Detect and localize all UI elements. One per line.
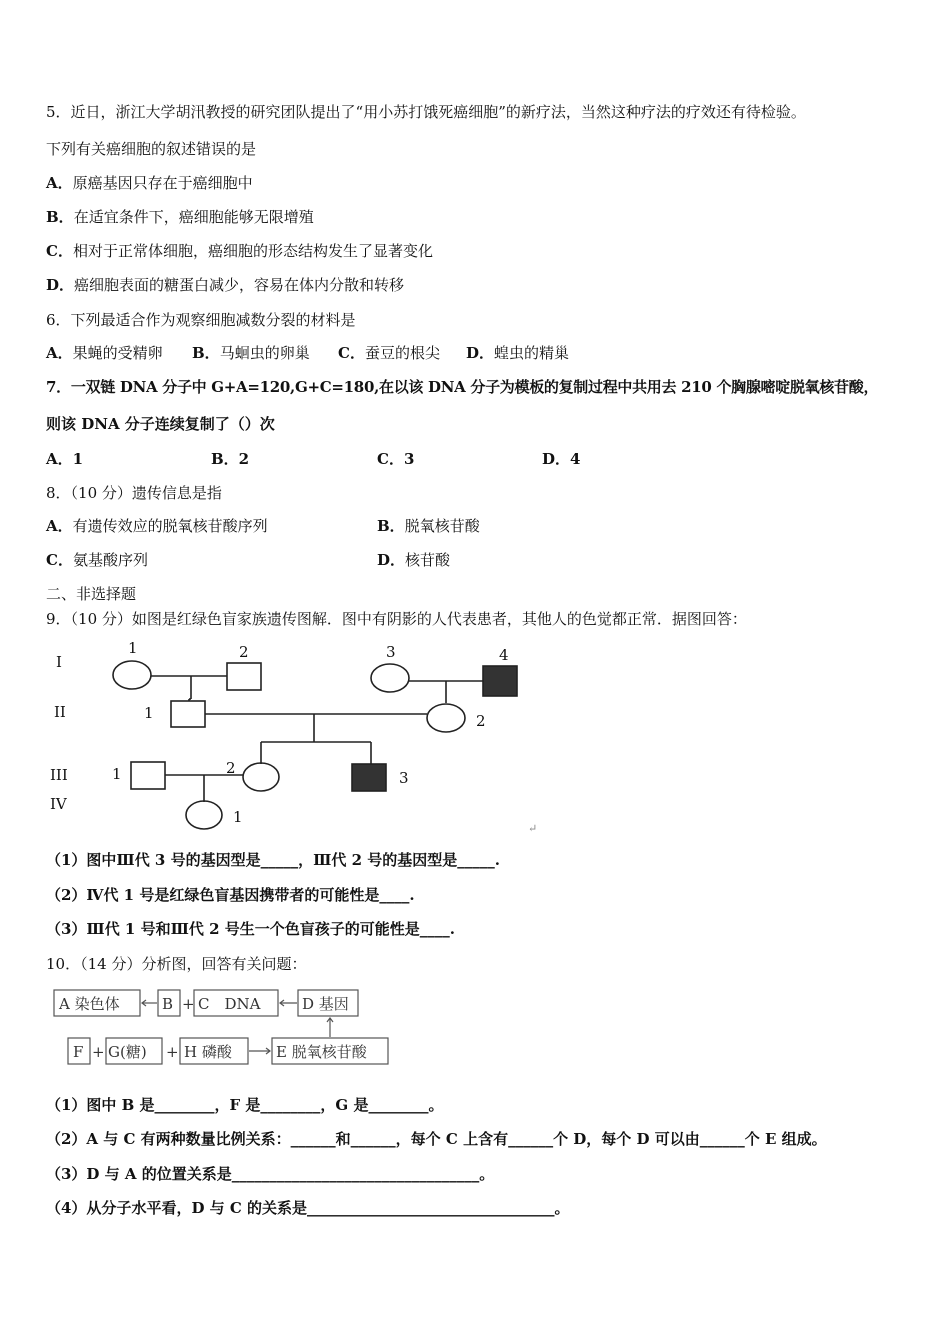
num-label: 1: [144, 704, 154, 722]
q5-option-b: B．在适宜条件下，癌细胞能够无限增殖: [46, 208, 314, 226]
gen2-male-1: [171, 701, 205, 727]
q7-option-a: A．1: [46, 450, 84, 468]
q9-sub1: （1）图中Ⅲ代 3 号的基因型是_____，Ⅲ代 2 号的基因型是_____.: [46, 851, 500, 869]
num-label: 1: [233, 808, 243, 826]
q7-option-d: D．4: [542, 450, 581, 468]
q6-stem: 6．下列最适合作为观察细胞减数分裂的材料是: [46, 311, 356, 329]
label-c: C DNA: [198, 995, 261, 1013]
label-f: F: [73, 1043, 84, 1061]
num-label: 1: [128, 639, 138, 657]
q10-concept-diagram: [50, 984, 400, 1066]
q6-option-b: B．马蛔虫的卵巢: [192, 344, 310, 362]
q6-option-d: D．蝗虫的精巢: [466, 344, 570, 362]
q7-stem-line2: 则该 DNA 分子连续复制了（）次: [46, 415, 275, 433]
plus-sign: +: [182, 995, 195, 1013]
q5-option-a: A．原癌基因只存在于癌细胞中: [46, 174, 253, 192]
pedigree-chart: [46, 636, 546, 836]
q5-option-d: D．癌细胞表面的糖蛋白减少，容易在体内分散和转移: [46, 276, 405, 294]
gen-label-4: IV: [50, 795, 67, 813]
q10-sub4: （4）从分子水平看，D 与 C 的关系是_________________________________。: [46, 1199, 570, 1217]
q6-option-c: C．蚕豆的根尖: [338, 344, 440, 362]
gen-label-3: III: [50, 766, 68, 784]
label-b: B: [162, 995, 174, 1013]
gen1-male-4-affected: [483, 666, 517, 696]
q7-option-b: B．2: [211, 450, 250, 468]
q5-option-c: C．相对于正常体细胞，癌细胞的形态结构发生了显著变化: [46, 242, 433, 260]
q8-option-d: D．核苷酸: [377, 551, 451, 569]
label-g: G(糖): [108, 1043, 147, 1061]
label-d: D 基因: [302, 995, 349, 1013]
gen3-male-3-affected: [352, 764, 386, 791]
q8-stem: 8．（10 分）遗传信息是指: [46, 484, 222, 502]
q8-option-a: A．有遗传效应的脱氧核苷酸序列: [46, 517, 268, 535]
q9-sub3: （3）Ⅲ代 1 号和Ⅲ代 2 号生一个色盲孩子的可能性是____.: [46, 920, 455, 938]
q8-option-c: C．氨基酸序列: [46, 551, 148, 569]
label-e: E 脱氧核苷酸: [276, 1043, 367, 1061]
q10-stem: 10．（14 分）分析图，回答有关问题：: [46, 955, 307, 973]
q10-sub3: （3）D 与 A 的位置关系是_________________________________。: [46, 1165, 495, 1183]
plus-sign: +: [166, 1043, 179, 1061]
q5-stem-line1: 5．近日，浙江大学胡汛教授的研究团队提出了“用小苏打饿死癌细胞”的新疗法，当然这种疗法的疗效还有待检验。: [46, 103, 806, 121]
gen3-male-1: [131, 762, 165, 789]
gen1-female-3: [371, 664, 409, 692]
q10-sub1: （1）图中 B 是________，F 是________，G 是________。: [46, 1096, 444, 1114]
num-label: 4: [499, 646, 509, 664]
num-label: 3: [386, 643, 396, 661]
num-label: 1: [112, 765, 122, 783]
gen1-female-1: [113, 661, 151, 689]
q8-option-b: B．脱氧核苷酸: [377, 517, 480, 535]
q6-option-a: A．果蝇的受精卵: [46, 344, 163, 362]
q7-option-c: C．3: [377, 450, 415, 468]
label-h: H 磷酸: [184, 1043, 232, 1061]
num-label: 3: [399, 769, 409, 787]
label-a: A 染色体: [59, 995, 120, 1013]
gen4-female-1: [186, 801, 222, 829]
gen-label-2: II: [54, 703, 66, 721]
plus-sign: +: [92, 1043, 105, 1061]
gen2-female-2: [427, 704, 465, 732]
q5-stem-line2: 下列有关癌细胞的叙述错误的是: [46, 140, 257, 158]
return-mark: ↵: [528, 822, 538, 835]
num-label: 2: [226, 759, 236, 777]
q9-sub2: （2）Ⅳ代 1 号是红绿色盲基因携带者的可能性是____.: [46, 886, 415, 904]
q7-stem-line1: 7．一双链 DNA 分子中 G+A=120,G+C=180,在以该 DNA 分子为模板的复制过程中共用去 210 个胸腺嘧啶脱氧核苷酸，: [46, 378, 879, 396]
q9-stem: 9．（10 分）如图是红绿色盲家族遗传图解．图中有阴影的人代表患者，其他人的色觉都正常．据图回答：: [46, 610, 747, 628]
gen3-female-2: [243, 763, 279, 791]
gen-label-1: I: [56, 653, 62, 671]
num-label: 2: [476, 712, 486, 730]
q10-sub2: （2）A 与 C 有两种数量比例关系：______和______，每个 C 上含有______个 D，每个 D 可以由______个 E 组成。: [46, 1130, 827, 1148]
gen1-male-2: [227, 663, 261, 690]
section-heading-nonchoice: 二、非选择题: [46, 585, 137, 603]
num-label: 2: [239, 643, 249, 661]
